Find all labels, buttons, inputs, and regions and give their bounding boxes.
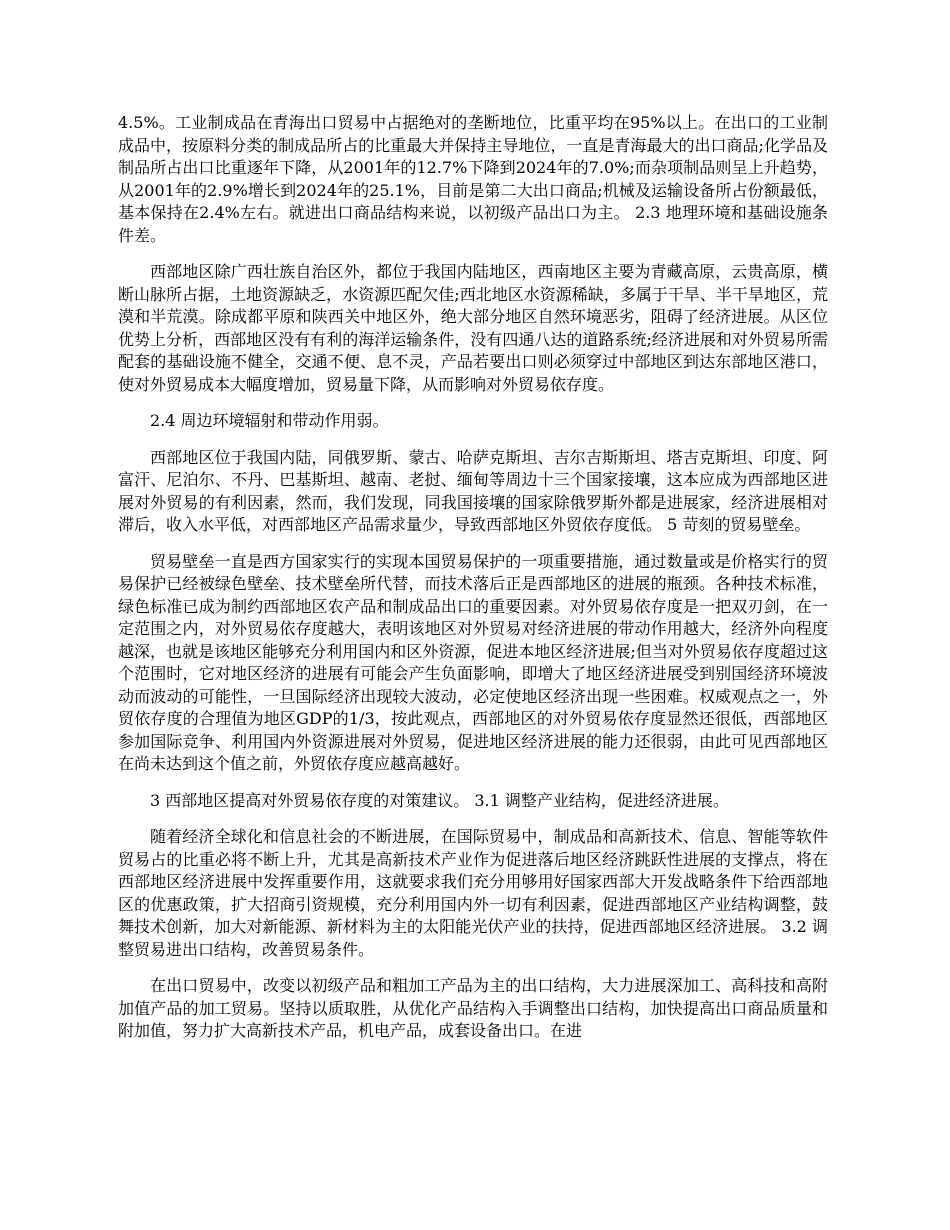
section-heading-2-4: 2.4 周边环境辐射和带动作用弱。	[150, 411, 389, 430]
paragraph-geography-infrastructure: 西部地区除广西壮族自治区外，都位于我国内陆地区，西南地区主要为青藏高原，云贵高原，横断山脉所占据，土地资源缺乏，水资源匹配欠佳;西北地区水资源稀缺，多属于干旱、半干旱地区，荒漠和半荒漠。除成都平原和陕西关中地区外，绝大部分地区自然环境恶劣，阻碍了经济进展。从区位优势上分析，西部地区没有有利的海洋运输条件，没有四通八达的道路系统;经济进展和对外贸易所需配套的基础设施不健全，交通不便、息不灵，产品若要出口则必须穿过中部地区到达东部地区港口，使对外贸易成本大幅度增加，贸易量下降，从而影响对外贸易依存度。	[118, 262, 828, 394]
section-heading-3: 3 西部地区提高对外贸易依存度的对策建议。 3.1 调整产业结构，促进经济进展。	[150, 790, 729, 810]
paragraph-neighboring-countries: 西部地区位于我国内陆，同俄罗斯、蒙古、哈萨克斯坦、吉尔吉斯斯坦、塔吉克斯坦、印度、阿富汗、尼泊尔、不丹、巴基斯坦、越南、老挝、缅甸等周边十三个国家接壤，这本应成为西部地区进展对外贸易的有利因素，然而，我们发现，同我国接壤的国家除俄罗斯外都是进展家，经济进展相对滞后，收入水平低，对西部地区产品需求量少，导致西部地区外贸依存度低。 5 苛刻的贸易壁垒。	[118, 447, 828, 534]
paragraph-industrial-structure: 随着经济全球化和信息社会的不断进展，在国际贸易中，制成品和高新技术、信息、智能等软件贸易占的比重必将不断上升，尤其是高新技术产业作为促进落后地区经济跳跃性进展的支撑点，将在西部地区经济进展中发挥重要作用，这就要求我们充分用够用好国家西部大开发战略条件下给西部地区的优惠政策，扩大招商引资规模，充分利用国内外一切有利因素，促进西部地区产业结构调整，鼓舞技术创新，加大对新能源、新材料为主的太阳能光伏产业的扶持，促进西部地区经济进展。 3.2 调整贸易进出口结构，改善贸易条件。	[118, 827, 828, 959]
document-body	[118, 112, 828, 1057]
paragraph-trade-structure: 4.5%。工业制成品在青海出口贸易中占据绝对的垄断地位，比重平均在95%以上。在出口的工业制成品中，按原料分类的制成品所占的比重最大并保持主导地位，一直是青海最大的出口商品;化学品及制品所占出口比重逐年下降，从2001年的12.7%下降到2024年的7.0%;而杂项制品则呈上升趋势，从2001年的2.9%增长到2024年的25.1%，目前是第二大出口商品;机械及运输设备所占份额最低，基本保持在2.4%左右。就进出口商品结构来说，以初级产品出口为主。 2.3 地理环境和基础设施条件差。	[118, 113, 828, 245]
paragraph-export-structure: 在出口贸易中，改变以初级产品和粗加工产品为主的出口结构，大力进展深加工、高科技和高附加值产品的加工贸易。坚持以质取胜，从优化产品结构入手调整出口结构，加快提高出口商品质量和附加值，努力扩大高新技术产品，机电产品，成套设备出口。在进	[118, 976, 828, 1040]
paragraph-trade-barriers: 贸易壁垒一直是西方国家实行的实现本国贸易保护的一项重要措施，通过数量或是价格实行的贸易保护已经被绿色壁垒、技术壁垒所代替，而技术落后正是西部地区的进展的瓶颈。各种技术标准，绿色标准已成为制约西部地区农产品和制成品出口的重要因素。对外贸易依存度是一把双刃剑，在一定范围之内，对外贸易依存度越大，表明该地区对外贸易对经济进展的带动作用越大，经济外向程度越深，也就是该地区能够充分利用国内和区外资源，促进本地区经济进展;但当对外贸易依存度超过这个范围时，它对地区经济的进展有可能会产生负面影响，即增大了地区经济进展受到别国经济环境波动而波动的可能性，一旦国际经济出现较大波动，必定使地区经济出现一些困难。权威观点之一，外贸依存度的合理值为地区GDP的1/3，按此观点，西部地区的对外贸易依存度显然还很低，西部地区参加国际竞争、利用国内外资源进展对外贸易，促进地区经济进展的能力还很弱，由此可见西部地区在尚未达到这个值之前，外贸依存度应越高越好。	[118, 551, 828, 773]
